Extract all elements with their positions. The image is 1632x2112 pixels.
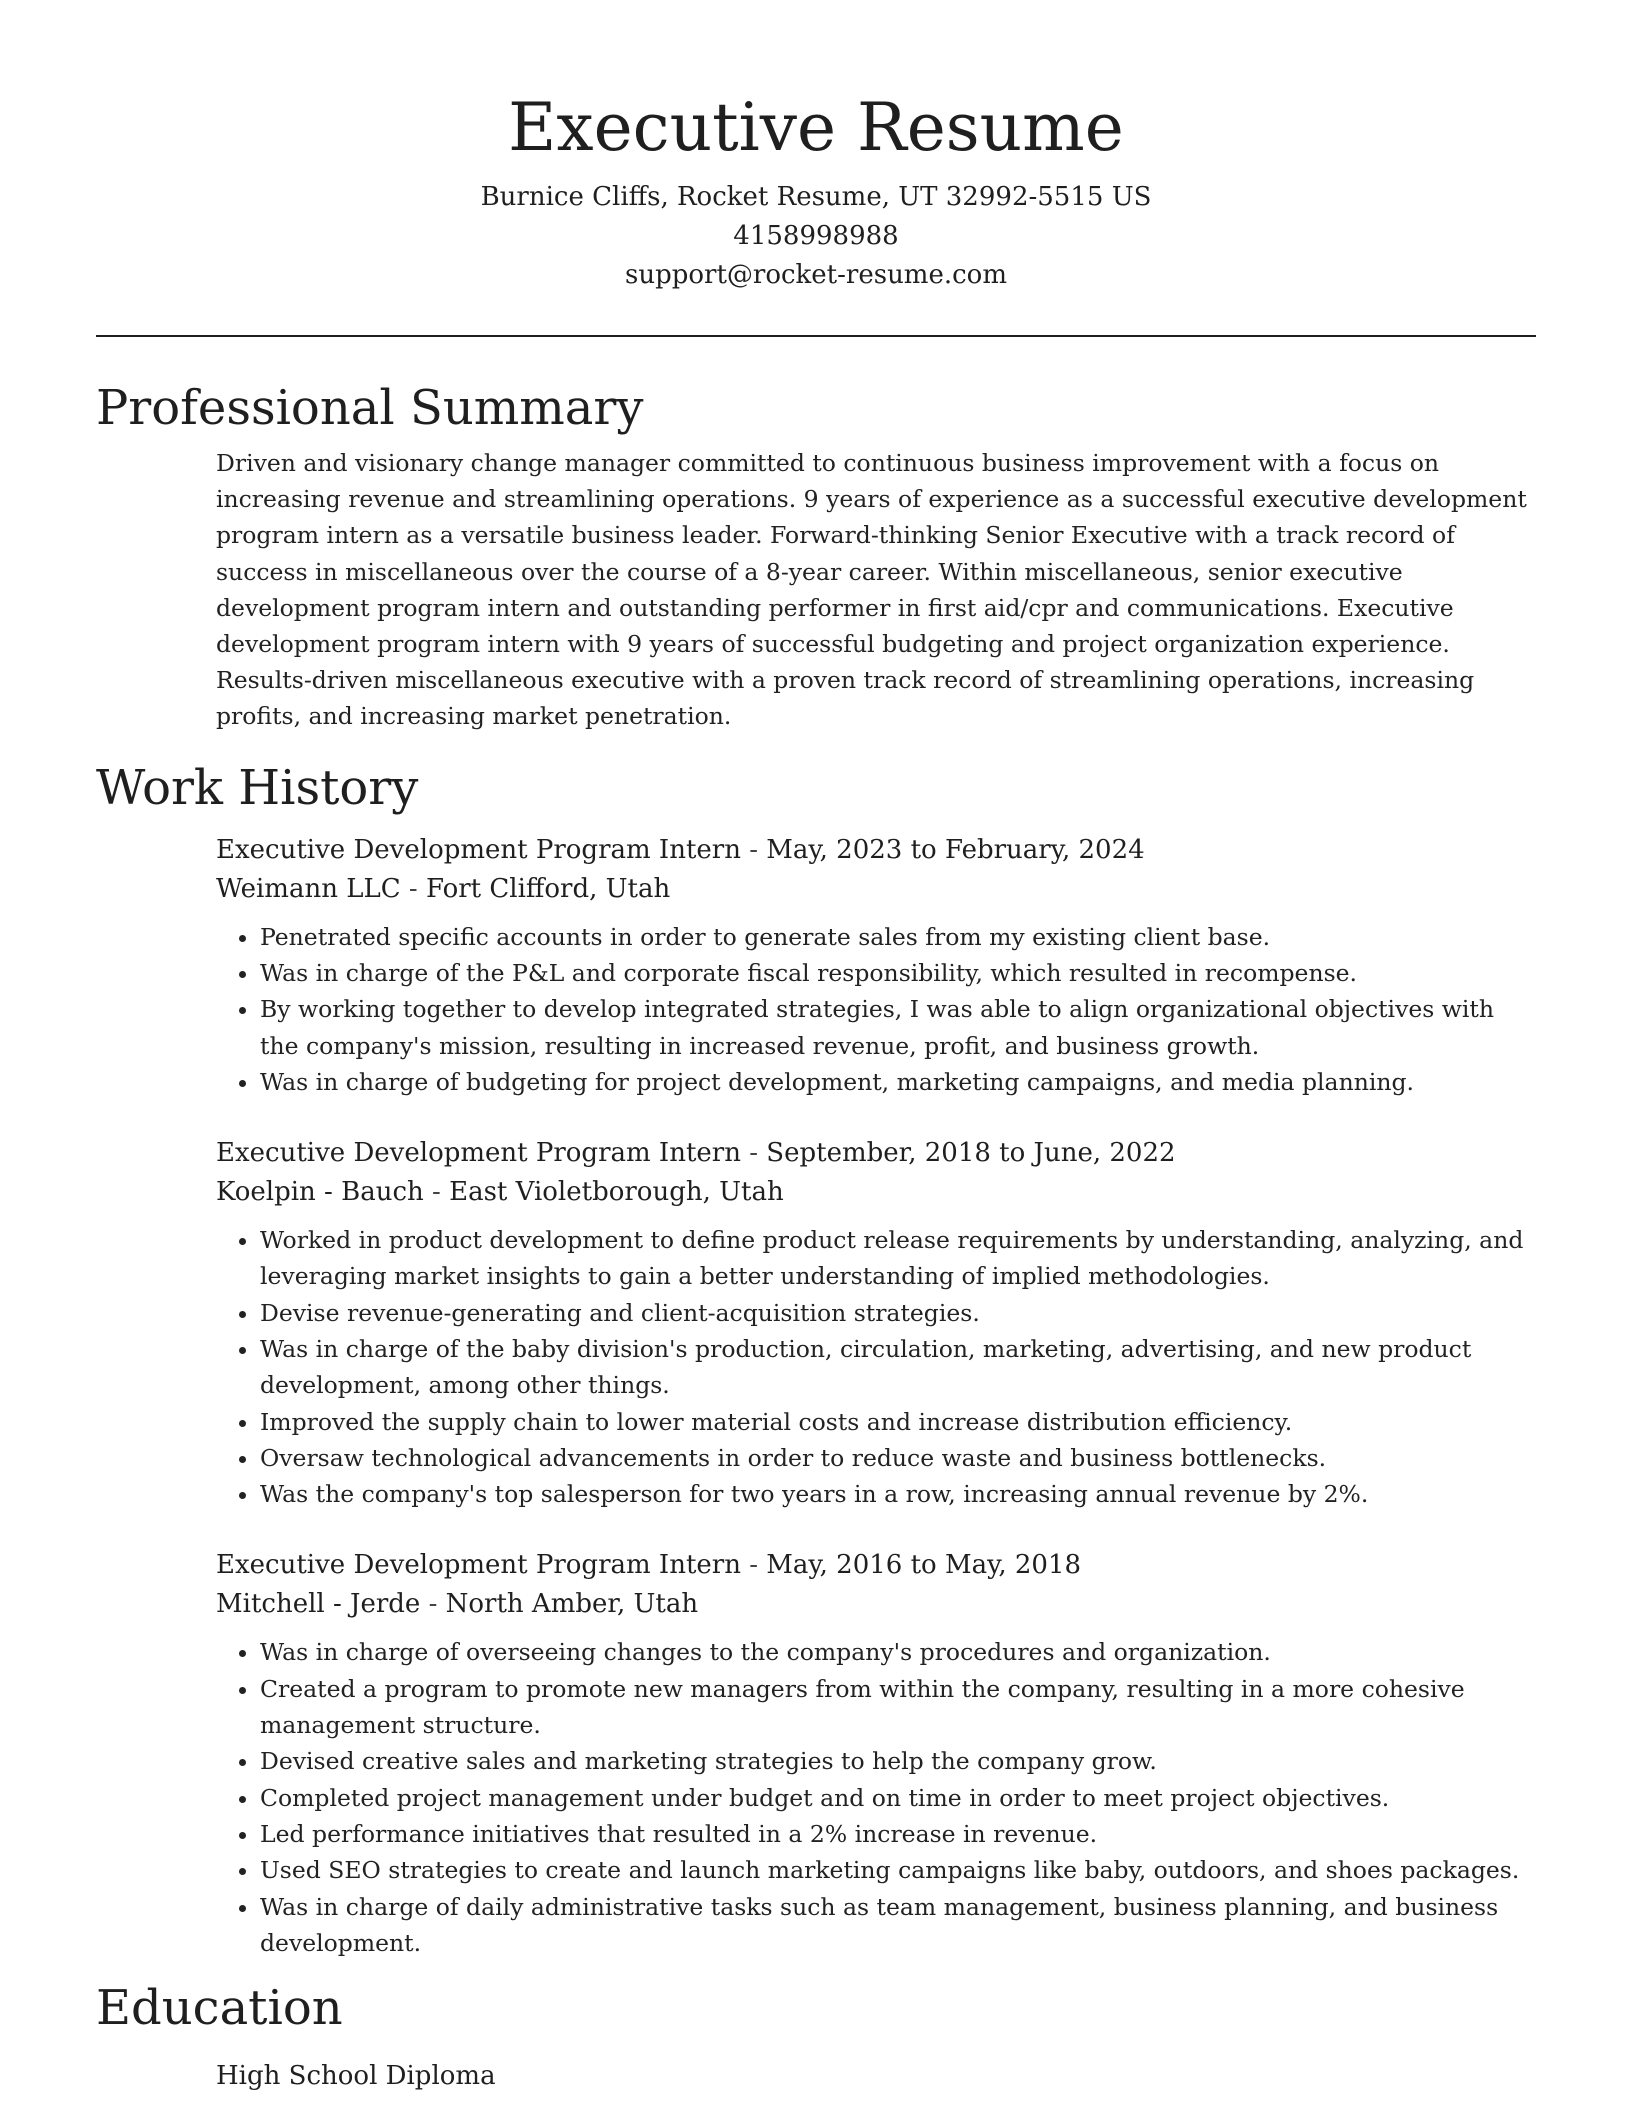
duty-list [216, 919, 1536, 1100]
job-entry [216, 1546, 1536, 1961]
duty-item: • Was the company's top salesperson for two years in a row, increasing annual revenue by 2%. [260, 1476, 1536, 1512]
duty-list [216, 1222, 1536, 1512]
duty-item: • Led performance initiatives that resulted in a 2% increase in revenue. [260, 1816, 1536, 1852]
duty-item: • Penetrated specific accounts in order to generate sales from my existing client base. [260, 919, 1536, 955]
job-location: East Violetborough, Utah [449, 1177, 784, 1208]
contact-email: support@rocket-resume.com [624, 260, 1007, 290]
job-title: Executive Development Program Intern [216, 1138, 741, 1169]
job-dates: May, 2016 to May, 2018 [766, 1550, 1082, 1581]
duty-item: • Was in charge of overseeing changes to the company's procedures and organization. [260, 1634, 1536, 1670]
separator: - [428, 1589, 446, 1620]
duty-item: • Devised creative sales and marketing strategies to help the company grow. [260, 1743, 1536, 1779]
job-title-line [216, 831, 1536, 870]
duty-item: • Devise revenue-generating and client-acquisition strategies. [260, 1295, 1536, 1331]
job-title: Executive Development Program Intern [216, 1550, 741, 1581]
separator: - [749, 1138, 767, 1169]
header-divider [96, 335, 1536, 337]
separator: - [408, 873, 426, 904]
resume-header [96, 0, 1536, 295]
contact-phone: 4158998988 [733, 221, 899, 251]
job-entry [216, 1134, 1536, 1512]
job-entry [216, 831, 1536, 1100]
separator: - [749, 834, 767, 865]
job-company: Koelpin - Bauch [216, 1177, 424, 1208]
duty-item: • Oversaw technological advancements in order to reduce waste and business bottlenecks. [260, 1440, 1536, 1476]
job-company: Mitchell - Jerde [216, 1589, 421, 1620]
job-location: Fort Clifford, Utah [425, 873, 671, 904]
education-degree: High School Diploma [216, 2061, 496, 2092]
job-dates: September, 2018 to June, 2022 [766, 1138, 1176, 1169]
summary-text: Driven and visionary change manager committed to continuous business improvement with a focus on increasing revenue and streamlining operations. 9 years of experience as a successful executive development program intern as a versatile business leader. Forward-thinking Senior Executive with a track record of success in miscellaneous over the course of a 8-year career. Within miscellaneous, senior executive development program intern and outstanding performer in first aid/cpr and communications. Executive development program intern with 9 years of successful budgeting and project organization experience. Results-driven miscellaneous executive with a proven track record of streamlining operations, increasing profits, and increasing market penetration. [216, 449, 1527, 731]
work-history-heading: Work History [96, 759, 419, 816]
job-company-line [216, 1585, 1536, 1624]
resume-name: Executive Resume [508, 89, 1124, 166]
duty-item: • Completed project management under budget and on time in order to meet project objectives. [260, 1780, 1536, 1816]
job-company-line [216, 1173, 1536, 1212]
contact-block [96, 178, 1536, 295]
duty-item: • Used SEO strategies to create and launch marketing campaigns like baby, outdoors, and shoes packages. [260, 1852, 1536, 1888]
summary-heading: Professional Summary [96, 380, 644, 436]
job-location: North Amber, Utah [445, 1589, 699, 1620]
duty-item: • Improved the supply chain to lower material costs and increase distribution efficiency. [260, 1404, 1536, 1440]
job-company-line [216, 870, 1536, 909]
job-title-line [216, 1546, 1536, 1585]
duty-item: • By working together to develop integrated strategies, I was able to align organizational objectives with the company's mission, resulting in increased revenue, profit, and business growth. [260, 991, 1536, 1064]
duty-item: • Created a program to promote new managers from within the company, resulting in a more cohesive management structure. [260, 1671, 1536, 1744]
contact-address: Burnice Cliffs, Rocket Resume, UT 32992-5515 US [480, 182, 1152, 212]
education-heading: Education [96, 1980, 343, 2037]
job-company: Weimann LLC [216, 873, 401, 904]
job-dates: May, 2023 to February, 2024 [766, 834, 1145, 865]
job-title: Executive Development Program Intern [216, 834, 741, 865]
duty-item: • Was in charge of the baby division's production, circulation, marketing, advertising, and new product development, among other things. [260, 1331, 1536, 1404]
duty-item: • Worked in product development to define product release requirements by understanding, analyzing, and leveraging market insights to gain a better understanding of implied methodologies. [260, 1222, 1536, 1295]
duty-item: • Was in charge of the P&L and corporate fiscal responsibility, which resulted in recompense. [260, 955, 1536, 991]
duty-item: • Was in charge of budgeting for project development, marketing campaigns, and media planning. [260, 1064, 1536, 1100]
job-title-line [216, 1134, 1536, 1173]
separator: - [432, 1177, 450, 1208]
duty-item: • Was in charge of daily administrative tasks such as team management, business planning, and business development. [260, 1889, 1536, 1962]
duty-list [216, 1634, 1536, 1961]
separator: - [749, 1550, 767, 1581]
